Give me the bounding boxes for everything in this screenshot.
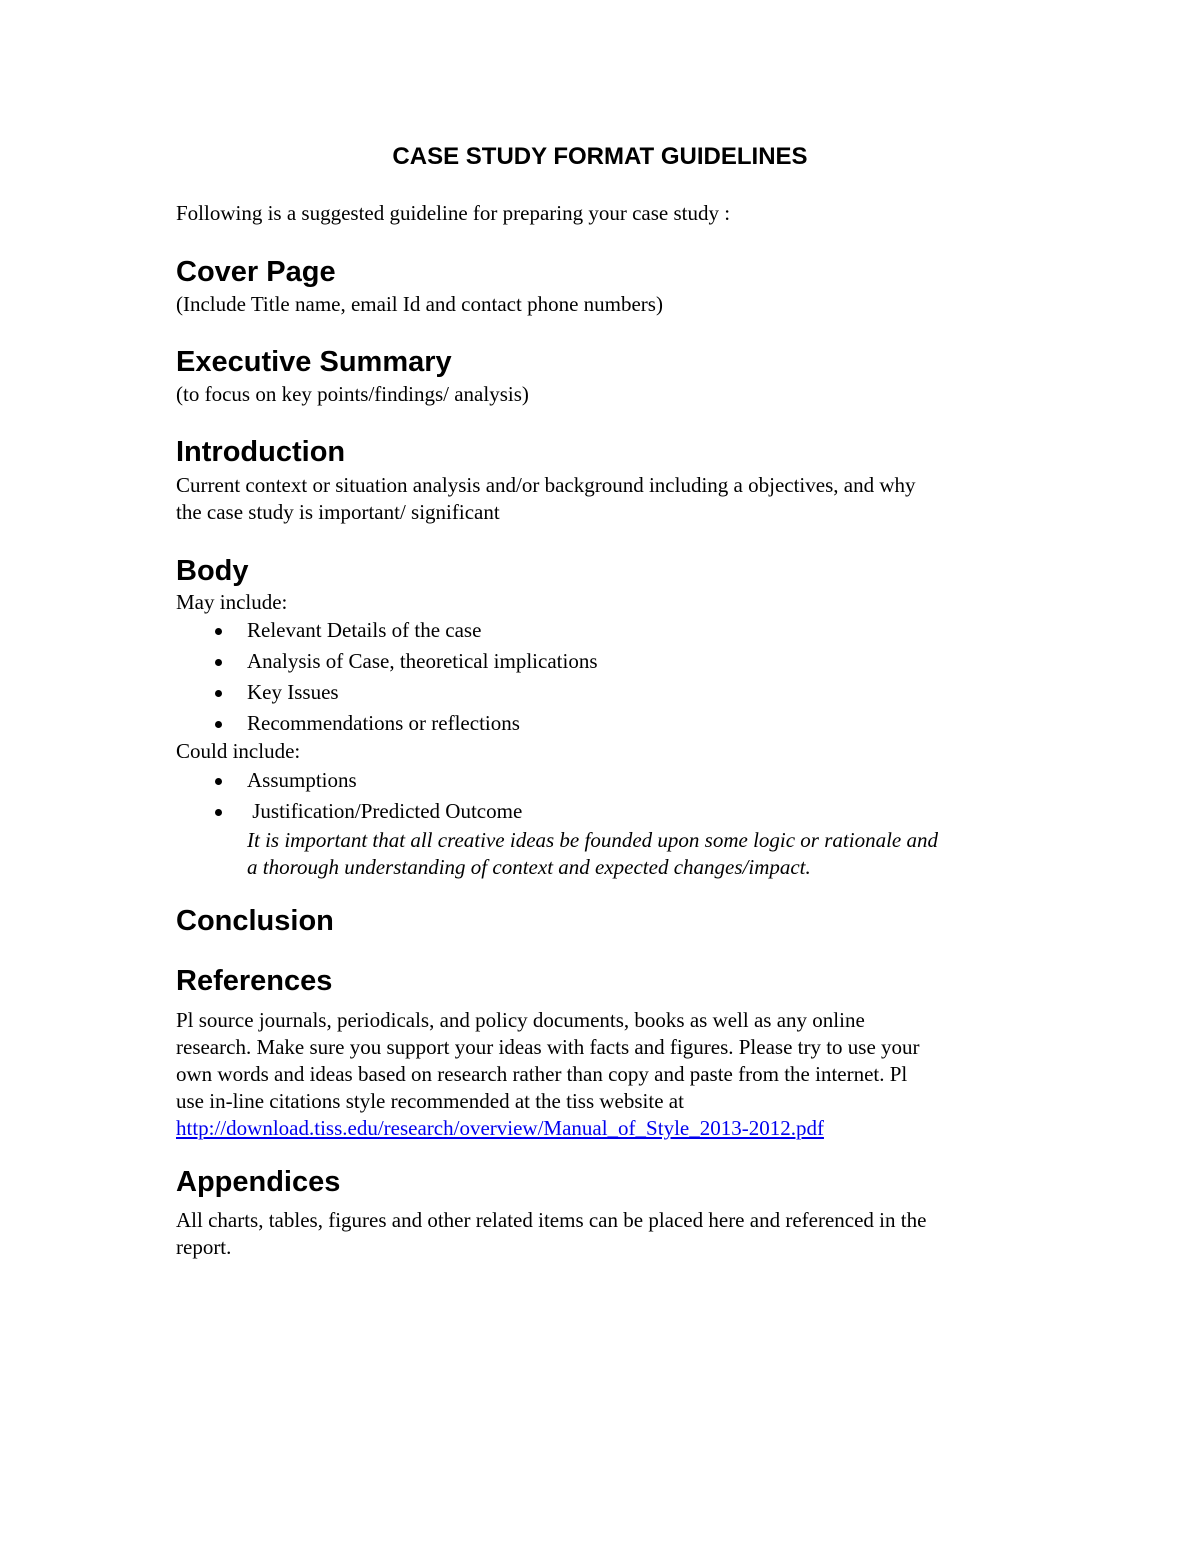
- cover-page-heading: Cover Page: [176, 256, 336, 288]
- body-heading: Body: [176, 555, 249, 587]
- list-item: Analysis of Case, theoretical implications: [176, 648, 1036, 679]
- references-line-1: Pl source journals, periodicals, and policy documents, books as well as any online: [176, 1008, 865, 1032]
- bullet-icon: [215, 809, 222, 816]
- document-title: CASE STUDY FORMAT GUIDELINES: [392, 143, 808, 170]
- important-note-line-1: It is important that all creative ideas be founded upon some logic or rationale and: [247, 828, 938, 852]
- list-item: Justification/Predicted Outcome: [176, 798, 1036, 829]
- executive-summary-text: (to focus on key points/findings/ analysis): [176, 382, 529, 406]
- list-item: Key Issues: [176, 679, 1036, 710]
- references-line-3: own words and ideas based on research rather than copy and paste from the internet. Pl: [176, 1062, 908, 1086]
- list-item: Recommendations or reflections: [176, 710, 1036, 741]
- bullet-icon: [215, 690, 222, 697]
- bullet-icon: [215, 628, 222, 635]
- could-include-label: Could include:: [176, 739, 301, 763]
- bullet-icon: [215, 721, 222, 728]
- intro-text: Following is a suggested guideline for preparing your case study :: [176, 201, 731, 225]
- introduction-line-2: the case study is important/ significant: [176, 500, 500, 524]
- important-note-line-2: a thorough understanding of context and expected changes/impact.: [247, 855, 811, 879]
- conclusion-heading: Conclusion: [176, 905, 334, 937]
- introduction-line-1: Current context or situation analysis and/or background including a objectives, and why: [176, 473, 916, 497]
- may-include-list: [176, 617, 1036, 741]
- bullet-icon: [215, 778, 222, 785]
- appendices-line-2: report.: [176, 1235, 232, 1259]
- references-link-line: [176, 1115, 1036, 1142]
- appendices-line-1: All charts, tables, figures and other related items can be placed here and referenced in the: [176, 1208, 927, 1232]
- introduction-heading: Introduction: [176, 436, 346, 468]
- may-include-label: May include:: [176, 590, 288, 614]
- appendices-heading: Appendices: [176, 1166, 341, 1198]
- list-item: Assumptions: [176, 767, 1036, 798]
- list-item: Relevant Details of the case: [176, 617, 1036, 648]
- executive-summary-heading: Executive Summary: [176, 346, 452, 378]
- cover-page-text: (Include Title name, email Id and contact phone numbers): [176, 292, 663, 316]
- style-manual-link[interactable]: http://download.tiss.edu/research/overview/Manual_of_Style_2013-2012.pdf: [176, 1116, 824, 1140]
- bullet-icon: [215, 659, 222, 666]
- could-include-list: [176, 767, 1036, 829]
- references-heading: References: [176, 965, 333, 997]
- references-line-4: use in-line citations style recommended at the tiss website at: [176, 1089, 684, 1113]
- references-line-2: research. Make sure you support your ideas with facts and figures. Please try to use your: [176, 1035, 920, 1059]
